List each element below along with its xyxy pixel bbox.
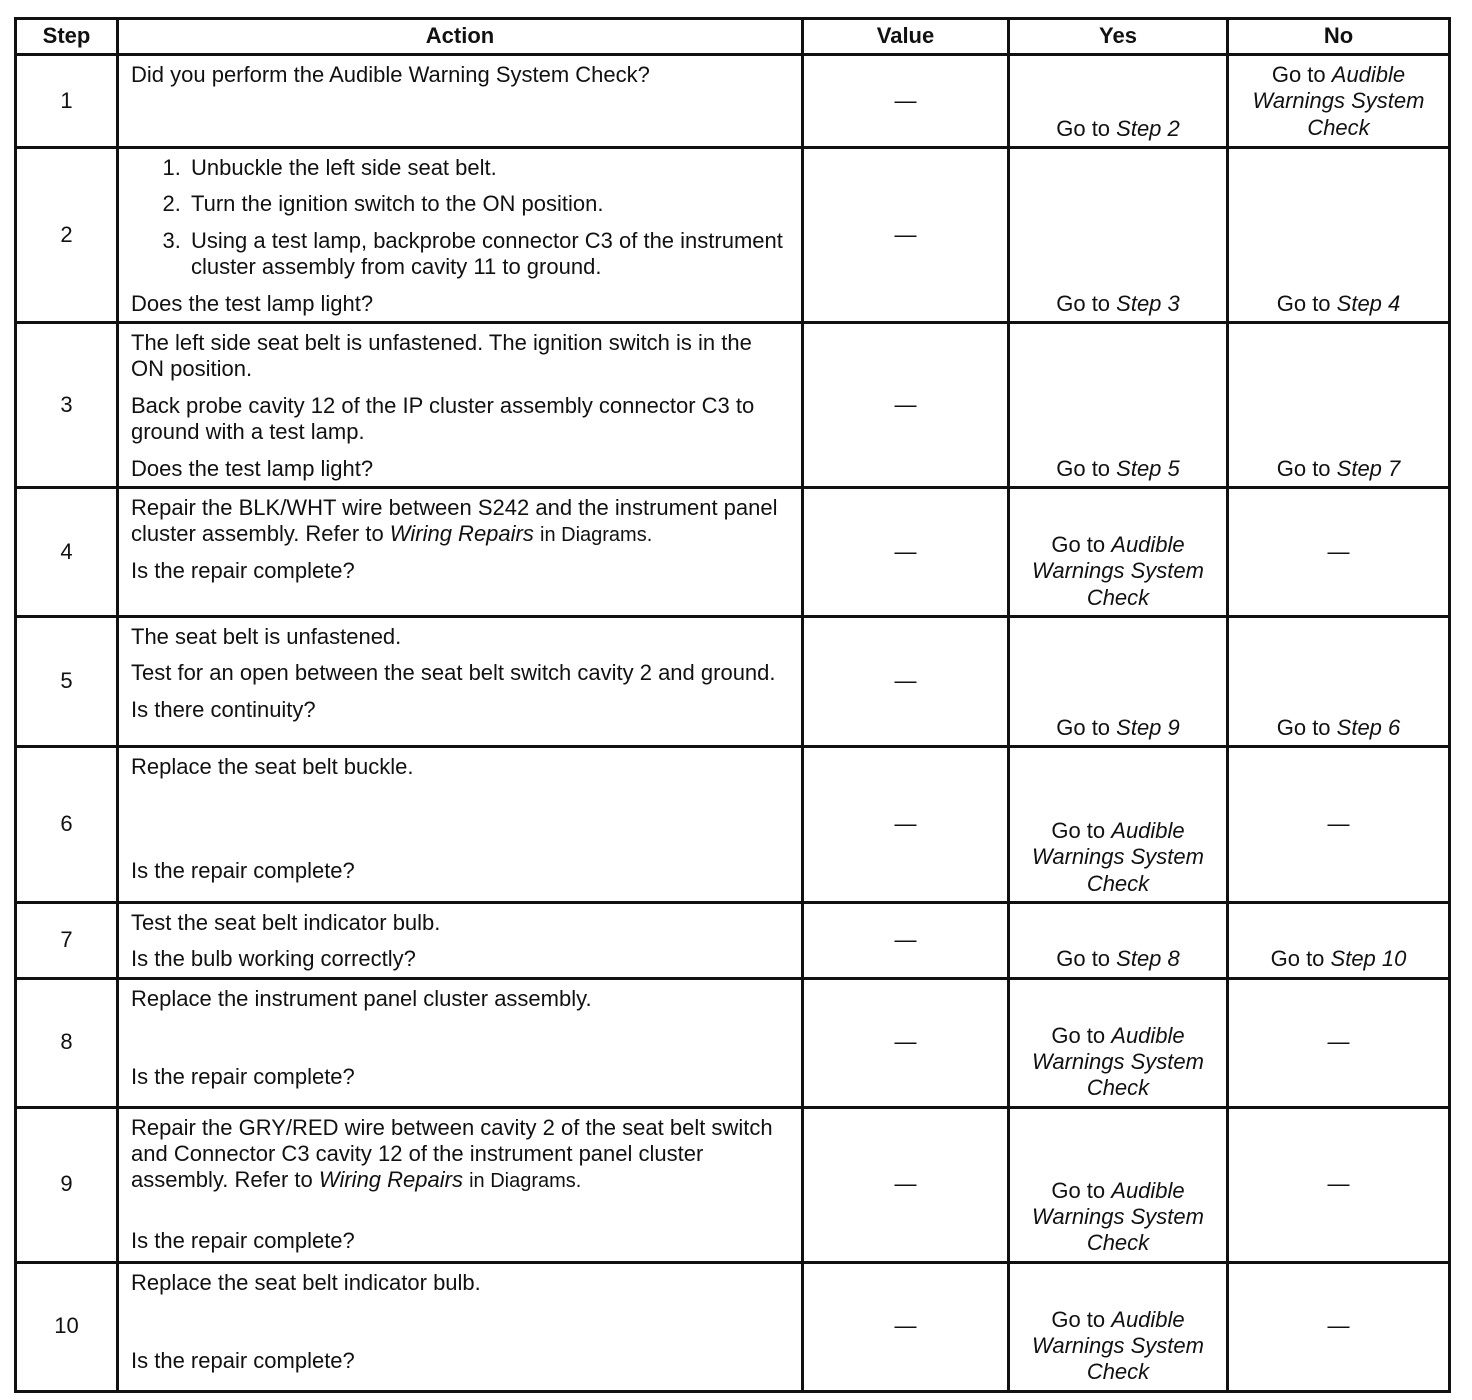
no-cell <box>1228 148 1450 323</box>
yes-link[interactable]: Audible Warnings System Check <box>1032 1306 1204 1385</box>
value-cell: — <box>803 1107 1009 1262</box>
value-cell: — <box>803 148 1009 323</box>
no-cell: — <box>1228 487 1450 616</box>
no-prefix: Go to <box>1276 714 1337 740</box>
action-question: Is the repair complete? <box>131 557 355 583</box>
yes-cell <box>1009 148 1228 323</box>
yes-link[interactable]: Step 8 <box>1116 946 1180 972</box>
step-number: 4 <box>16 487 118 616</box>
step-number: 10 <box>16 1262 118 1391</box>
header-row <box>16 19 1450 55</box>
step-number: 5 <box>16 616 118 746</box>
action-cell <box>118 148 803 323</box>
no-link[interactable]: Step 10 <box>1330 946 1407 972</box>
yes-cell <box>1009 1107 1228 1262</box>
header-yes: Yes <box>1009 19 1228 55</box>
action-cell <box>118 1107 803 1262</box>
yes-cell <box>1009 978 1228 1107</box>
action-question: Is the repair complete? <box>131 858 355 884</box>
no-link[interactable]: Step 4 <box>1336 290 1401 316</box>
value-cell: — <box>803 746 1009 902</box>
yes-cell <box>1009 746 1228 902</box>
action-cell <box>118 746 803 902</box>
yes-link[interactable]: Step 5 <box>1116 455 1180 481</box>
action-text: The seat belt is unfastened. <box>131 623 402 649</box>
yes-link[interactable]: Audible Warnings System Check <box>1032 1022 1204 1101</box>
step-number: 1 <box>16 55 118 148</box>
no-cell <box>1228 616 1450 746</box>
action-question: Is there continuity? <box>131 696 316 722</box>
step-number: 9 <box>16 1107 118 1262</box>
yes-prefix: Go to <box>1051 1306 1112 1332</box>
no-prefix: Go to <box>1276 290 1337 316</box>
yes-link[interactable]: Step 9 <box>1116 714 1180 740</box>
step-number: 2 <box>16 148 118 323</box>
action-text: The left side seat belt is unfastened. The ignition switch is in the ON position. <box>131 329 752 382</box>
no-prefix: Go to <box>1276 455 1337 481</box>
table-row <box>16 616 1450 746</box>
no-cell: — <box>1228 1262 1450 1391</box>
value-cell: — <box>803 902 1009 978</box>
yes-link[interactable]: Audible Warnings System Check <box>1032 1177 1204 1256</box>
table-row <box>16 978 1450 1107</box>
yes-cell <box>1009 1262 1228 1391</box>
action-cell <box>118 902 803 978</box>
no-cell: — <box>1228 978 1450 1107</box>
diagnostic-table <box>14 17 1451 1393</box>
no-prefix: Go to <box>1270 946 1331 972</box>
action-question: Is the repair complete? <box>131 1227 355 1253</box>
action-text-suffix: in Diagrams. <box>469 1170 582 1193</box>
table-row <box>16 322 1450 487</box>
yes-link[interactable]: Step 3 <box>1116 290 1180 316</box>
action-cell <box>118 978 803 1107</box>
no-cell <box>1228 322 1450 487</box>
action-text: Replace the instrument panel cluster assembly. <box>131 985 592 1011</box>
value-cell: — <box>803 616 1009 746</box>
wiring-repairs-link[interactable]: Wiring Repairs <box>389 521 534 547</box>
yes-cell <box>1009 322 1228 487</box>
value-cell: — <box>803 1262 1009 1391</box>
action-cell <box>118 1262 803 1391</box>
action-question: Is the bulb working correctly? <box>131 946 416 972</box>
action-text-part: Repair the BLK/WHT wire between S242 and the instrument panel cluster assembly. Refer to <box>131 494 778 547</box>
step-number: 6 <box>16 746 118 902</box>
value-cell: — <box>803 487 1009 616</box>
header-action: Action <box>118 19 803 55</box>
no-cell <box>1228 55 1450 148</box>
table-row <box>16 148 1450 323</box>
no-link[interactable]: Audible Warnings System Check <box>1252 62 1425 140</box>
yes-link[interactable]: Audible Warnings System Check <box>1032 817 1204 896</box>
yes-prefix: Go to <box>1056 714 1117 740</box>
yes-prefix: Go to <box>1056 115 1117 141</box>
action-question: Does the test lamp light? <box>131 290 374 316</box>
action-cell <box>118 322 803 487</box>
value-cell: — <box>803 322 1009 487</box>
yes-link[interactable]: Audible Warnings System Check <box>1032 531 1204 610</box>
table-row <box>16 487 1450 616</box>
step-number: 8 <box>16 978 118 1107</box>
value-cell: — <box>803 978 1009 1107</box>
no-prefix: Go to <box>1271 62 1332 87</box>
yes-prefix: Go to <box>1056 290 1117 316</box>
table-row <box>16 902 1450 978</box>
yes-prefix: Go to <box>1056 946 1117 972</box>
action-cell <box>118 487 803 616</box>
action-question: Is the repair complete? <box>131 1064 355 1090</box>
action-text: Test the seat belt indicator bulb. <box>131 909 441 935</box>
yes-cell <box>1009 616 1228 746</box>
yes-prefix: Go to <box>1056 455 1117 481</box>
no-cell: — <box>1228 746 1450 902</box>
action-question: Is the repair complete? <box>131 1348 355 1374</box>
yes-cell <box>1009 55 1228 148</box>
action-text <box>131 495 789 548</box>
action-list-item: 1. Unbuckle the left side seat belt. <box>187 155 789 181</box>
header-no: No <box>1228 19 1450 55</box>
action-cell <box>118 55 803 148</box>
step-number: 7 <box>16 902 118 978</box>
action-question: Does the test lamp light? <box>131 455 374 481</box>
header-step: Step <box>16 19 118 55</box>
yes-prefix: Go to <box>1051 1022 1112 1048</box>
header-value: Value <box>803 19 1009 55</box>
action-list <box>131 155 789 281</box>
no-cell: — <box>1228 1107 1450 1262</box>
yes-prefix: Go to <box>1051 1177 1112 1203</box>
yes-prefix: Go to <box>1051 531 1112 557</box>
yes-prefix: Go to <box>1051 817 1112 843</box>
action-text: Replace the seat belt indicator bulb. <box>131 1269 481 1295</box>
action-list-item: 2. Turn the ignition switch to the ON position. <box>187 191 789 217</box>
action-text <box>131 1115 789 1194</box>
table-row <box>16 1107 1450 1262</box>
action-cell <box>118 616 803 746</box>
no-link[interactable]: Step 6 <box>1336 714 1401 740</box>
table-row <box>16 1262 1450 1391</box>
table-row <box>16 55 1450 148</box>
action-text: Replace the seat belt buckle. <box>131 753 414 779</box>
value-cell: — <box>803 55 1009 148</box>
yes-link[interactable]: Step 2 <box>1116 115 1180 141</box>
no-link[interactable]: Step 7 <box>1336 455 1401 481</box>
yes-cell <box>1009 902 1228 978</box>
action-question: Did you perform the Audible Warning System Check? <box>131 62 650 87</box>
action-text: Back probe cavity 12 of the IP cluster assembly connector C3 to ground with a test lamp. <box>131 392 755 445</box>
action-text-suffix: in Diagrams. <box>540 524 653 547</box>
action-text-part: Repair the GRY/RED wire between cavity 2 of the seat belt switch and Connector C3 cavity 12 of the instrument panel cluster assembly. Refer to <box>131 1114 773 1193</box>
action-text: Test for an open between the seat belt switch cavity 2 and ground. <box>131 660 776 686</box>
wiring-repairs-link[interactable]: Wiring Repairs <box>318 1167 463 1193</box>
step-number: 3 <box>16 322 118 487</box>
table-row <box>16 746 1450 902</box>
action-list-item: 3. Using a test lamp, backprobe connector C3 of the instrument cluster assembly from cavity 11 to ground. <box>187 228 789 281</box>
yes-cell <box>1009 487 1228 616</box>
no-cell <box>1228 902 1450 978</box>
